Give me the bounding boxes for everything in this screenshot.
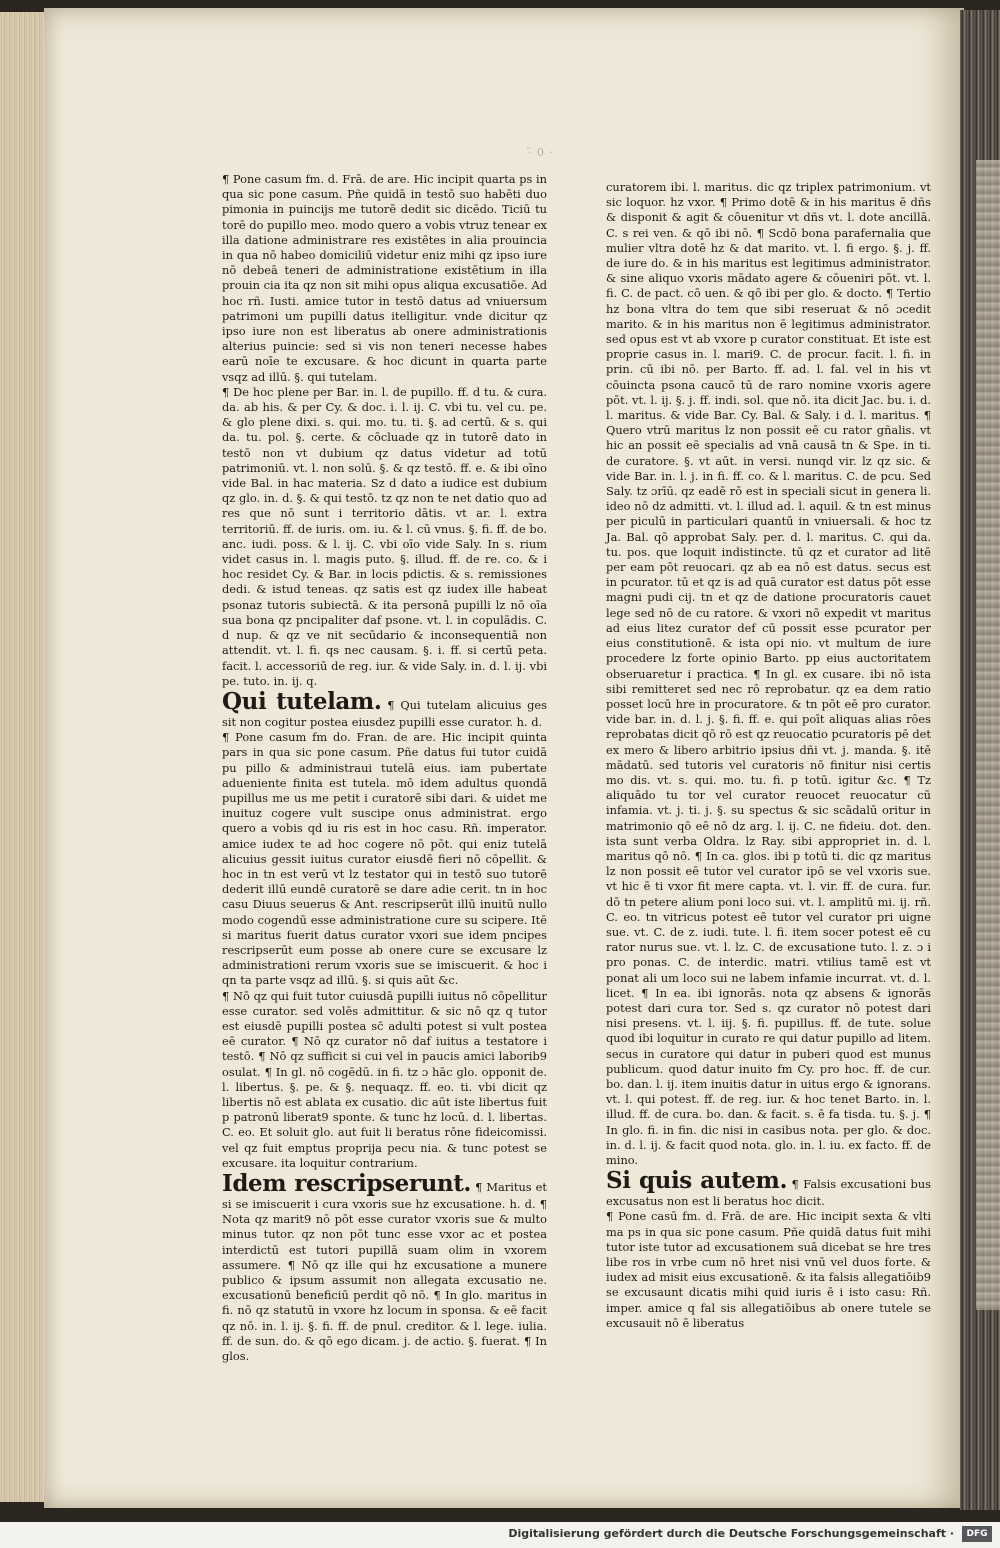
right-page-paper-edges: [976, 160, 1000, 1310]
section-summary: ¶ Qui tutelam alicuius ges sit non cogitur postea eiusdez pupilli esse curator. h. d.: [222, 697, 547, 729]
right-column: [606, 180, 931, 1331]
section-heading-paragraph: [222, 689, 547, 730]
section-heading-paragraph: [222, 1171, 547, 1364]
text-paragraph: ¶ Pone casum fm do. Fran. de are. Hic incipit quinta pars in qua sic pone casum. Pñe datus fui tutor cuidā pu pillo & administraui tutelā eius. iam pubertate adueniente finita est tutela. mō idem adultus quondā pupillus me us me petit i curatorē sibi dari. & uidet me inuituz cogere vult suscipe onus administrat. ergo quero a vobis qd iu ris est in hoc casu. Rñ. imperator. amice iudex te ad hoc cogere nō pōt. qui eniz tutelā alicuius gessit iuitus curator eiusdē fieri nō cōpellit. & hoc in tn est verū vt lz testator qui in testō suo tutorē dederit illū eundē curatorē se dare adie cerit. tn in hoc casu Diuus seuerus & Ant. rescripserūt illū inuitū nullo modo cogendū esse administratione cure su scipere. Itē si maritus fuerit datus curator vxori sue idem pncipes rescripserūt eum posse ab onere cure se excusare lz administrationi rerum vxoris sue se imiscuerit. & hoc i qn ta parte vsqz ad illū. §. si quis aūt &c.: [222, 730, 547, 988]
dfg-logo: DFG: [962, 1526, 992, 1542]
text-paragraph: ¶ Nō qz qui fuit tutor cuiusdā pupilli iuitus nō cōpellitur esse curator. sed volēs admittitur. & sic nō qz q tutor est eiusdē pupilli postea sc̄ adulti potest si vult postea eē curator. ¶ Nō qz curator nō daf iuitus a testatore i testō. ¶ Nō qz sufficit si cui vel in paucis amici laborib9 osulat. ¶ In gl. nō cogēdū. in fi. tz ɔ hāc glo. opponit de. l. libertus. §. pe. & §. nequaqz. ff. eo. ti. vbi dicit qz libertis nō est ablata ex cusatio. dic aūt iste libertus fuit p patronū liberat9 sponte. & tunc hz locū. d. l. libertas. C. eo. Et soluit glo. aut fuit li beratus rōne fideicomissi. vel qz fuit emptus proprija pecu nia. & tunc potest se excusare. ita loquitur contrarium.: [222, 988, 547, 1170]
text-paragraph: ¶ Pone casū fm. d. Frā. de are. Hic incipit sexta & vlti ma ps in qua sic pone casum. Pñe quidā datus fuit mihi tutor iste tutor ad excusationem suā dicebat se hre tres libe ros in vrbe cum nō hret nisi vnū vel duos forte. & iudex ad misit eius excusationē. & ita falsis allegatiōib9 se excusaunt dicatis mihi quid iuris ē i isto casu: Rñ. imper. amice q fal sis allegatiōibus ab onere tutele se excusauit nō ē liberatus: [606, 1209, 931, 1330]
footer-bar: [0, 1522, 1000, 1548]
running-head: ·̈ 0 ·: [528, 146, 554, 159]
text-paragraph: curatorem ibi. l. maritus. dic qz triplex patrimonium. vt sic loquor. hz vxor. ¶ Primo dotē & in his maritus ē dñs & disponit & agit & cōuenitur vt dñs vt. l. dote ancillā. C. s rei ven. & qō ibi nō. ¶ Scdō bona parafernalia que mulier vltra dotē hz & dat marito. vt. l. fi ergo. §. j. ff. de iure do. & in his maritus est legitimus administrator. & sine aliquo vxoris mādato agere & cōueniri pōt. vt. l. fi. C. de pact. cō uen. & qō ibi per glo. & docto. ¶ Tertio hz bona vltra do tem que sibi reseruat & nō ɔcedit marito. & in his maritus non ē legitimus administrator. sed opus est vt ab vxore p curator constituat. Et iste est proprie casus in. l. mari9. C. de procur. facit. l. fi. in prin. cū ibi nō. per Barto. ff. ad. l. fal. vel in his vt cōuincta psona caucō tū de raro nomine vxoris agere pōt. vt. l. ij. §. j. ff. indi. sol. que nō. ita dicit Jac. bu. i. d. l. maritus. & vide Bar. Cy. Bal. & Saly. i d. l. maritus. ¶ Quero vtrū maritus lz non possit eē cu rator gñalis. vt hic an possit eē specialis ad vnā causā tn & Spe. in ti. de curatore. §. vt aūt. in versi. nunqd vir. lz qz sic. & vide Bar. in. l. j. in fi. ff. co. & l. maritus. C. de pcu. Sed Saly. tz ɔrīū. qz eadē rō est in speciali sicut in genera li. ideo nō dz admitti. vt. l. illud ad. l. aquil. & tn est minus per piculū in particulari quantū in vniuersali. & hoc tz Ja. Bal. qō approbat Saly. per. d. l. maritus. C. qui da. tu. pos. que loquit indistincte. tū qz et curator ad litē per eam pōt reuocari. qz ab ea nō est datus. secus est in pcurator. tū et qz is ad quā curator est datus pōt esse magni pudi cij. tn et qz de datione procuratoris cauet lege sed nō de cu ratore. & vxori nō expedit vt maritus ad eius litez curator def cū possit esse pcurator per eius constitutionē. & ista opi nio. vt multum de iure procedere lz forte opinio Barto. pp eius auctoritatem obseruaretur i practica. ¶ In gl. ex cusare. ibi nō ista sibi remitteret sed nec rō reprobatur. qz ea dem ratio posset locū hre in procuratore. & tn pōt eē pro curator. vide bar. in. d. l. j. §. fi. ff. e. qui poīt aliquas alias rōes reprobatas dicit qō rō est qz reuocatio pcuratoris pē det ex mero & libero arbitrio ipsius dñi vt. j. manda. §. itē mādatū. sed tutoris vel curatoris nō finitur nisi certis mo dis. vt. s. qui. mo. tu. fi. p totū. igitur &c. ¶ Tz aliquādo tu tor vel curator reuocet reuocatur cū infamia. vt. j. ti. j. §. su spectus & sic scādalū oritur in matrimonio qō eē nō dz arg. l. ij. C. ne fideiu. dot. den. ista sunt verba Oldra. lz Ray. sibi appropriet in. d. l. maritus qō nō. ¶ In ca. glos. ibi p totū ti. dic qz maritus lz non possit eē tutor vel curator ipō se vel vxoris sue. vt hic ē ti vxor fit mere capta. vt. l. vir. ff. de cura. fur. dō tn petere alium poni loco sui. vt. l. amplitū mi. ij. rñ. C. eo. tn vitricus potest eē tutor vel curator pri uigne sue. vt. C. de z. iudi. tute. l. fi. item socer potest eē cu rator nurus sue. vt. l. lz. C. de excusatione tuto. l. z. ɔ i pro ponas. C. de interdic. matri. vtilius tamē est vt ponat ali um loco sui ne labem infamie incurrat. vt. d. l. licet. ¶ In ea. ibi ignorās. nota qz absens & ignorās potest dari cura tor. Sed s. qz curator nō potest dari nisi presens. vt. l. iij. §. fi. pupillus. ff. de tute. solue quod ibi loquitur in curato re qui datur pupillo ad litem. secus in curatore qui datur in puberi quod est munus publicum. quod datur inuito fm Cy. pro hoc. ff. de cur. bo. dan. l. ij. item inuitis datur in uitus ergo & ignorans. vt. l. qui potest. ff. de reg. iur. & hoc tenet Barto. in. l. illud. ff. de cura. bo. dan. & facit. s. ē fa tisda. tu. §. j. ¶ In glo. fi. in fin. dic nisi in casibus nota. per glo. & doc. in. d. l. ij. & facit quod nota. glo. in. l. iu. ex facto. ff. de mino.: [606, 180, 931, 1167]
section-heading: Qui tutelam.: [222, 687, 382, 715]
footer-funding-text: Digitalisierung gefördert durch die Deutsche Forschungsgemeinschaft ·: [508, 1527, 954, 1540]
text-paragraph: ¶ Pone casum fm. d. Frā. de are. Hic incipit quarta ps in qua sic pone casum. Pñe quidā in testō suo habēti duo pimonia in puincijs me tutorē dedit sic dicēdo. Ticiū tu torē do pupillo meo. modo quero a vobis vtruz tenear ex illa datione administrare res existētes in alia prouincia in qua nō habeo domiciliū videtur eniz mihi qz ipso iure nō debeā teneri de administratione existētium in illa prouin cia ita qz non sit mihi opus aliqua excusatiōe. Ad hoc rñ. Iusti. amice tutor in testō datus ad vniuersum patrimoni um pupilli datus itelligitur. vnde dicitur qz ipso iure non est liberatus ab onere administrationis alterius puincie: sed si vis non teneri necesse habes earū noīe te excusare. & hoc dicunt in quarta parte vsqz ad illū. §. qui tutelam.: [222, 172, 547, 384]
section-summary: ¶ Maritus et si se imiscuerit i cura vxoris sue hz excusatione. h. d. ¶ Nota qz marit9 nō pōt esse curator vxoris sue & multo minus tutor. qz non pōt tunc esse vxor ac et postea interdictū est tutori pupillā suam olim in vxorem assumere. ¶ Nō qz ille qui hz excusatione a munere publico & ipsum assumit non allegata excusatio ne. excusationū beneficiū perdit qō nō. ¶ In glo. maritus in fi. nō qz statutū in vxore hz locum in sponsa. & eē facit qz nō. in. l. ij. §. fi. ff. de pnul. creditor. & l. lege. iulia. ff. de sun. do. & qō ego dicam. j. de actio. §. fuerat. ¶ In glos.: [222, 1180, 547, 1364]
section-heading: Si quis autem.: [606, 1167, 788, 1195]
section-summary: ¶ Falsis excusationi bus excusatus non est li beratus hoc dicit.: [606, 1177, 931, 1209]
section-heading-paragraph: [606, 1168, 931, 1209]
left-column: [222, 172, 547, 1364]
text-paragraph: ¶ De hoc plene per Bar. in. l. de pupillo. ff. d tu. & cura. da. ab his. & per Cy. & doc. i. l. ij. C. vbi tu. vel cu. pe. & glo plene dixi. s. qui. mo. tu. ti. §. ad certū. & s. qui da. tu. pol. §. certe. & cōcluade qz in tutorē dato in testō non vt dubium qz datus videtur ad totū patrimoniū. vt. l. non solū. §. & qz testō. ff. e. & ibi oīno vide Bal. in hac materia. Sz d dato a iudice est dubium qz glo. in. d. §. & qui testō. tz qz non te net datio quo ad res que nō sunt i territorio dātis. vt ar. l. extra territoriū. ff. de iuris. om. iu. & l. cū vnus. §. fi. ff. de bo. anc. iudi. poss. & l. ij. C. vbi oīo vide Saly. In s. rium videt casus in. l. magis puto. §. illud. ff. de re. co. & i hoc residet Cy. & Bar. in locis pdictis. & s. remissiones dedi. & istud teneas. qz satis est qz iudex ille habeat psonaz tutoris subiectā. & ita personā pupilli lz nō oīa sua bona qz pncipaliter daf psone. vt. l. in copulādis. C. d nup. & qz ve nit secūdario & inconsequentiā non attendit. vt. l. fi. qs nec causam. §. i. ff. si certū peta. facit. l. accessoriū de reg. iur. & vide Saly. in. d. l. ij. vbi pe. tuto. in. ij. q.: [222, 384, 547, 688]
section-heading: Idem rescripserunt.: [222, 1170, 472, 1197]
